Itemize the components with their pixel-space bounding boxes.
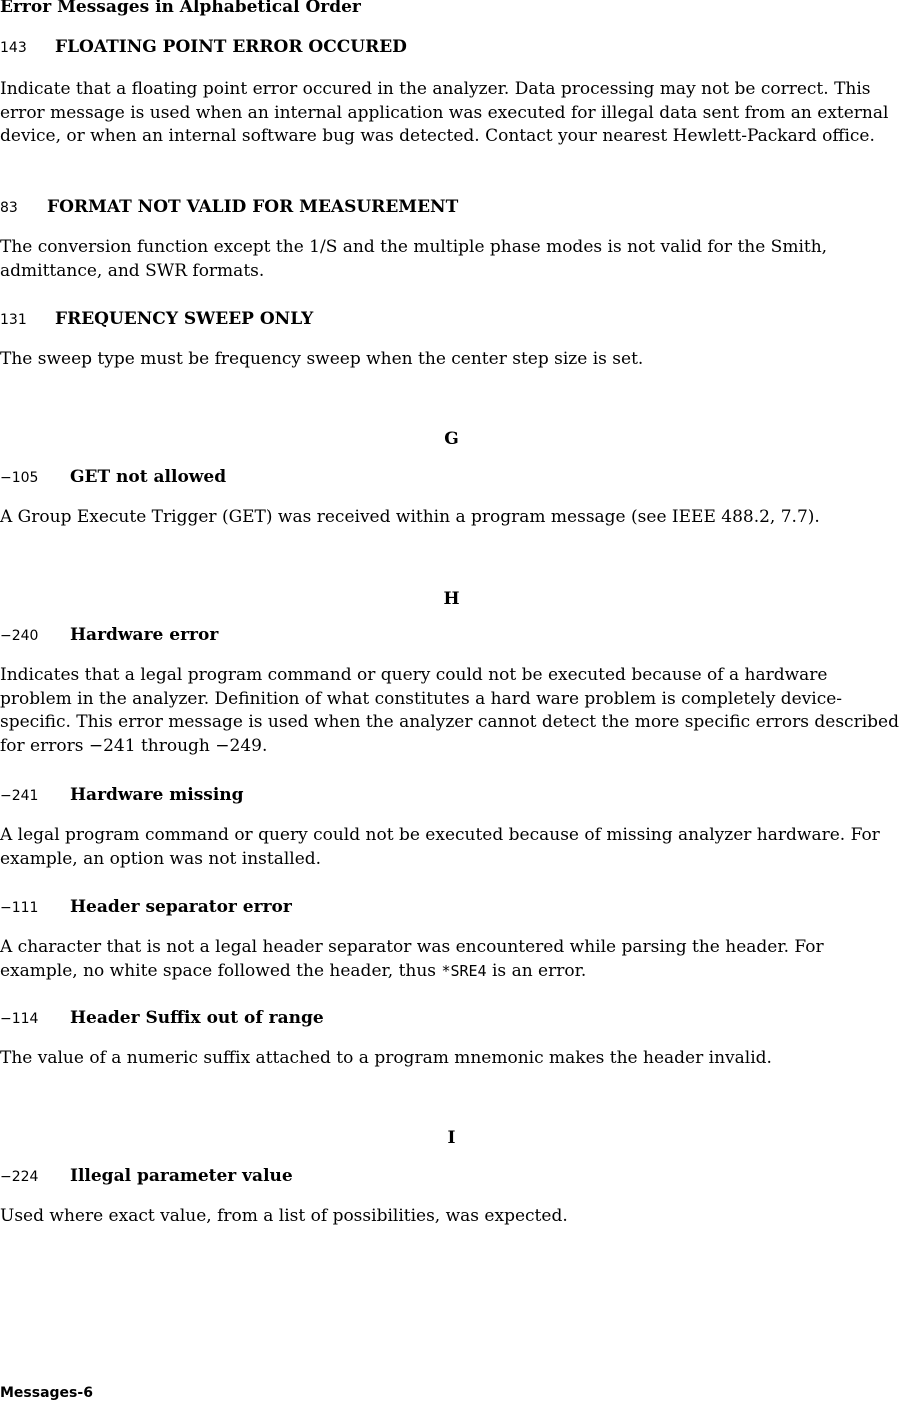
description-text: is an error. — [486, 960, 587, 981]
error-title: Hardware missing — [70, 785, 244, 805]
error-code: 83 — [0, 200, 18, 216]
error-description: A legal program command or query could not be executed because of missing analyzer hardware. For example, an option was not installed. — [0, 825, 880, 869]
error-code: 143 — [0, 40, 27, 56]
error-description: The value of a numeric suffix attached to a program mnemonic makes the header invalid. — [0, 1048, 772, 1068]
error-title: Illegal parameter value — [70, 1166, 293, 1186]
error-title: FORMAT NOT VALID FOR MEASUREMENT — [47, 197, 459, 217]
error-title: Header Suffix out of range — [70, 1008, 324, 1028]
error-code: −240 — [0, 628, 39, 644]
error-description: The sweep type must be frequency sweep when the center step size is set. — [0, 349, 644, 369]
error-description: Indicate that a floating point error occured in the analyzer. Data processing may not be correct. This error message is used when an internal application was executed for illegal data sent from an external device, or when an internal software bug was detected. Contact your nearest Hewlett-Packard office. — [0, 79, 889, 146]
error-code: −241 — [0, 788, 39, 804]
error-description: A Group Execute Trigger (GET) was received within a program message (see IEEE 488.2, 7.7). — [0, 507, 820, 527]
error-description — [0, 936, 903, 983]
page-footer: Messages-6 — [0, 1385, 93, 1401]
command-code: *SRE4 — [441, 961, 487, 980]
error-title: FLOATING POINT ERROR OCCURED — [55, 37, 407, 57]
error-code: −224 — [0, 1169, 39, 1185]
error-description: The conversion function except the 1/S and the multiple phase modes is not valid for the Smith, admittance, and SWR formats. — [0, 237, 828, 281]
error-code: 131 — [0, 312, 27, 328]
description-text: A character that is not a legal header separator was encountered while parsing the header. For example, no white space followed the header, thus — [0, 937, 824, 981]
error-description: Used where exact value, from a list of possibilities, was expected. — [0, 1206, 568, 1226]
error-title: Hardware error — [70, 625, 219, 645]
section-letter: G — [444, 429, 459, 449]
error-title: GET not allowed — [70, 467, 227, 487]
error-title: Header separator error — [70, 897, 292, 917]
error-code: −105 — [0, 470, 39, 486]
page-title: Error Messages in Alphabetical Order — [0, 0, 361, 17]
error-code: −111 — [0, 900, 39, 916]
error-description: Indicates that a legal program command or query could not be executed because of a hardware problem in the analyzer. Definition of what constitutes a hard ware problem is completely device-specific. This error message is used when the analyzer cannot detect the more specific errors described for errors −241 through −249. — [0, 665, 899, 756]
error-title: FREQUENCY SWEEP ONLY — [55, 309, 314, 329]
section-letter: H — [443, 589, 460, 609]
error-code: −114 — [0, 1011, 39, 1027]
section-letter: I — [447, 1128, 456, 1148]
